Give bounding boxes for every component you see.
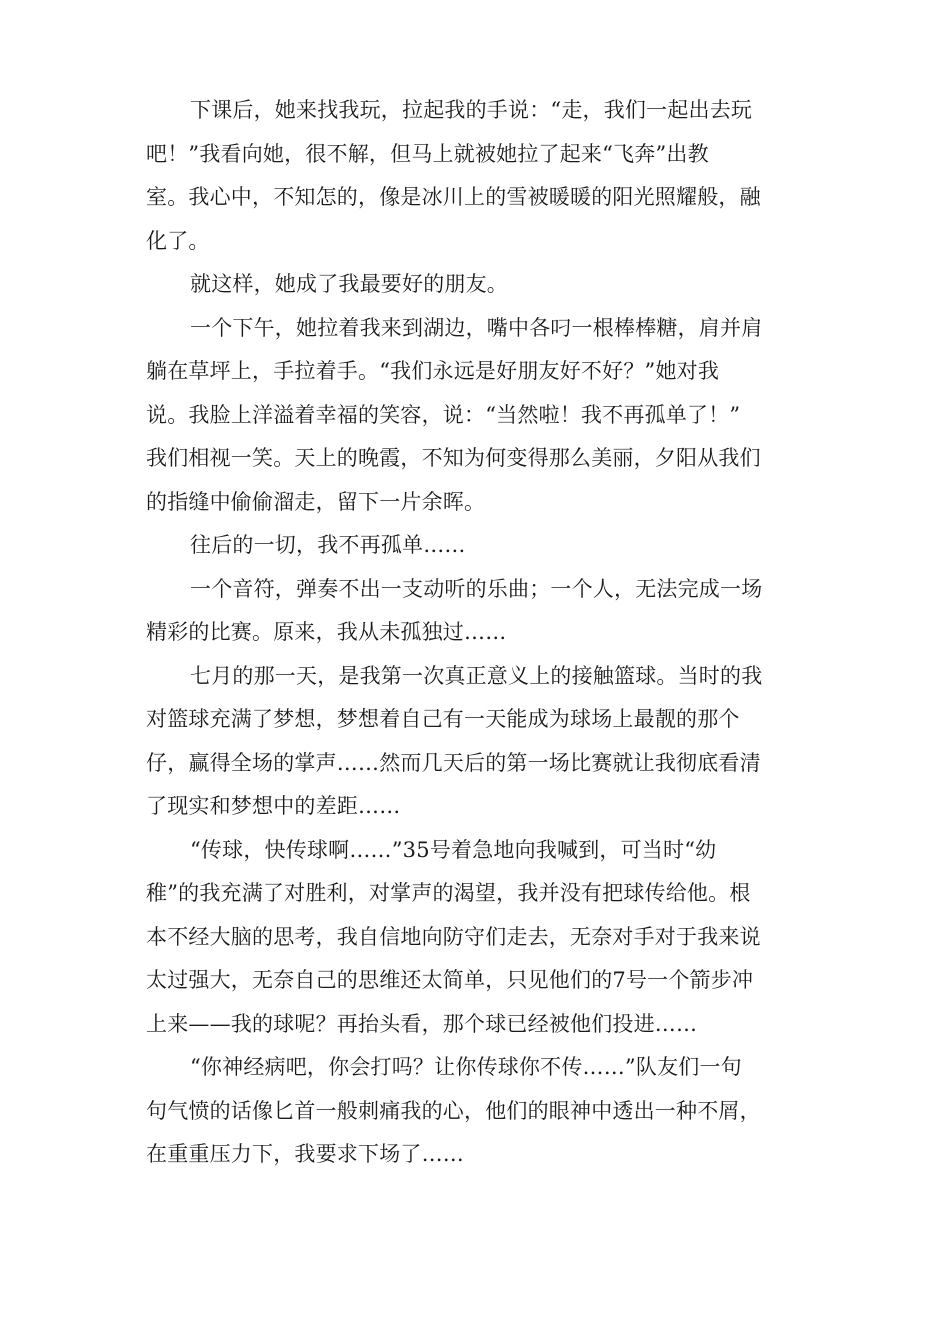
text-line: 一个音符，弹奏不出一支动听的乐曲；一个人，无法完成一场 [190,576,763,601]
text-line: 对篮球充满了梦想，梦想着自己有一天能成为球场上最靓的那个 [146,707,740,731]
text-line: 吧！”我看向她，很不解，但马上就被她拉了起来“飞奔”出教 [146,141,709,166]
text-line: 室。我心中，不知怎的，像是冰川上的雪被暖暖的阳光照耀般，融 [146,185,761,209]
text-line: 我们相视一笑。天上的晚霞，不知为何变得那么美丽，夕阳从我们 [146,446,761,470]
paragraph [146,829,796,1047]
text-line: 精彩的比赛。原来，我从未孤独过…… [146,620,507,644]
text-line: 一个下午，她拉着我来到湖边，嘴中各叼一根棒棒糖，肩并肩 [190,315,763,340]
text-line: 仔，赢得全场的掌声……然而几天后的第一场比赛就让我彻底看清 [146,750,761,775]
paragraph [146,568,796,655]
text-line: “传球，快传球啊……”35号着急地向我喊到，可当时“幼 [190,837,717,862]
text-line: 稚”的我充满了对胜利，对掌声的渴望，我并没有把球传给他。根 [146,881,751,905]
text-line: 太过强大，无奈自己的思维还太简单，只见他们的7号一个箭步冲 [146,968,754,992]
text-line: 七月的那一天，是我第一次真正意义上的接触篮球。当时的我 [190,663,763,688]
text-line: 说。我脸上洋溢着幸福的笑容，说：“当然啦！我不再孤单了！” [146,402,741,427]
text-line: 躺在草坪上，手拉着手。“我们永远是好朋友好不好？”她对我 [146,359,720,383]
text-line: 的指缝中偷偷溜走，留下一片余晖。 [146,489,486,514]
text-line: “你神经病吧，你会打吗？让你传球你不传……”队友们一句 [190,1055,742,1079]
text-line: 了现实和梦想中的差距…… [146,794,401,818]
text-line: 上来——我的球呢？再抬头看，那个球已经被他们投进…… [146,1011,698,1036]
text-line: 化了。 [146,228,210,253]
text-line: 就这样，她成了我最要好的朋友。 [190,272,508,296]
paragraph [146,655,796,829]
paragraph [146,524,796,568]
paragraph [146,89,796,263]
text-line: 句气愤的话像匕首一般刺痛我的心，他们的眼神中透出一种不屑， [146,1098,761,1123]
paragraph [146,307,796,525]
text-line: 往后的一切，我不再孤单…… [190,533,466,557]
document-body [146,89,796,1177]
paragraph [146,1046,796,1177]
text-line: 本不经大脑的思考，我自信地向防守们走去，无奈对手对于我来说 [146,924,761,949]
text-line: 下课后，她来找我玩，拉起我的手说：“走，我们一起出去玩 [190,98,753,122]
text-line: 在重重压力下，我要求下场了…… [146,1142,464,1166]
paragraph [146,263,796,307]
